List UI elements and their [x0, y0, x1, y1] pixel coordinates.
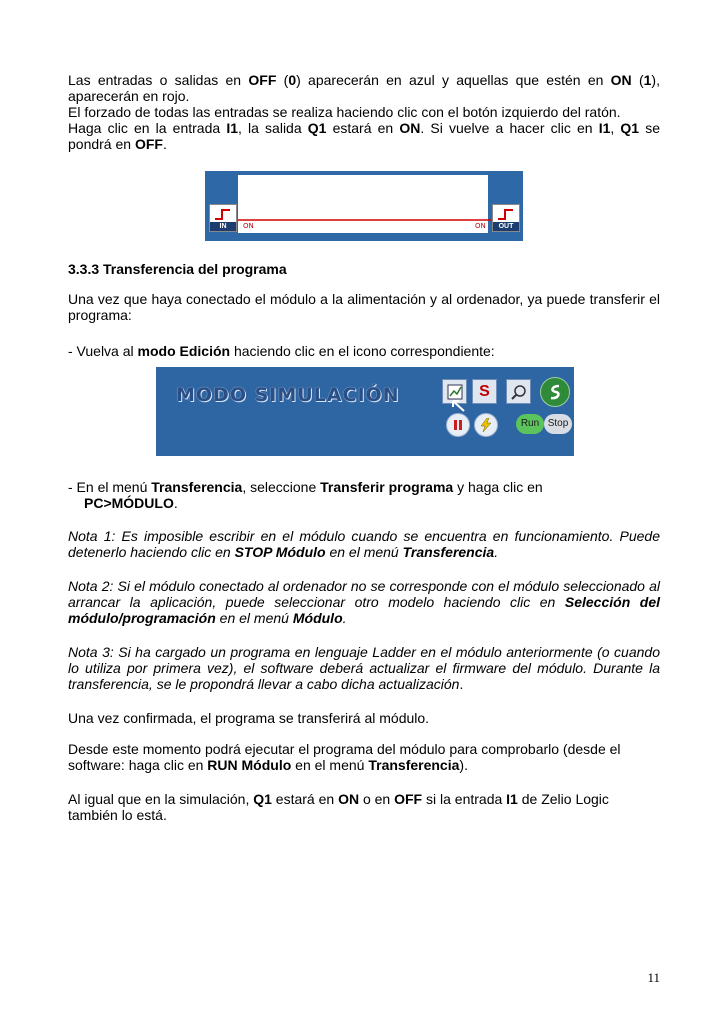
final-paragraph: Al igual que en la simulación, Q1 estará en ON o en OFF si la entrada I1 de Zelio Logic también lo está.: [68, 791, 609, 823]
zoom-icon[interactable]: [506, 379, 531, 404]
power-lightning-icon[interactable]: [474, 413, 498, 437]
ladder-wire: [205, 171, 523, 241]
section-heading: 3.3.3 Transferencia del programa: [68, 261, 287, 277]
zelio-logo-icon[interactable]: [540, 377, 570, 407]
nota-2: Nota 2: Si el módulo conectado al ordenador no se corresponde con el módulo seleccionado al arrancar la aplicación, puede seleccionar otro modelo haciendo clic en Selección del módulo/programación en el menú Módulo.: [68, 578, 660, 626]
nota-1: Nota 1: Es imposible escribir en el módulo cuando se encuentra en funcionamiento. Puede detenerlo haciendo clic en STOP Módulo en el menú Transferencia.: [68, 528, 660, 560]
simulation-s-button[interactable]: S: [472, 379, 497, 404]
stop-button[interactable]: Stop: [544, 414, 572, 434]
input-contact-icon[interactable]: [209, 204, 237, 232]
input-on-text: ON: [243, 222, 254, 230]
output-coil-icon: [492, 204, 520, 232]
mode-title: MODO SIMULACIÓN: [176, 384, 400, 406]
input-label: IN: [210, 222, 236, 231]
page-number: 11: [647, 970, 660, 985]
section-intro-paragraph: Una vez que haya conectado el módulo a la alimentación y al ordenador, ya puede transferir el programa:: [68, 291, 660, 323]
pause-icon[interactable]: [446, 413, 470, 437]
intro-paragraph: Las entradas o salidas en OFF (0) aparecerán en azul y aquellas que estén en ON (1), aparecerán en rojo. El forzado de todas las entradas se realiza haciendo clic con el botón izquierdo del ratón. Haga clic en la entrada I1, la salida Q1 estará en ON. Si vuelve a hacer clic en I1, Q1 se pondrá en OFF.: [68, 72, 661, 152]
step-transfer: - En el menú Transferencia, seleccione Transferir programa y haga clic en PC>MÓDULO.: [68, 479, 543, 511]
ladder-rung-figure: [205, 171, 523, 241]
simulation-toolbar-figure: [156, 367, 574, 456]
step-edit-mode: - Vuelva al modo Edición haciendo clic en el icono correspondiente:: [68, 343, 495, 359]
mouse-cursor-icon: [452, 400, 468, 414]
confirm-paragraph: Una vez confirmada, el programa se transferirá al módulo.: [68, 710, 430, 726]
run-module-paragraph: Desde este momento podrá ejecutar el programa del módulo para comprobarlo (desde el software: haga clic en RUN Módulo en el menú Transferencia).: [68, 741, 621, 773]
output-label: OUT: [493, 222, 519, 231]
nota-3: Nota 3: Si ha cargado un programa en lenguaje Ladder en el módulo anteriormente (o cuando lo utiliza por primera vez), el software deberá actualizar el firmware del módulo. Durante la transferencia, se le propondrá llevar a cabo dicha actualización.: [68, 644, 660, 692]
run-button[interactable]: Run: [516, 414, 544, 434]
output-on-text: ON: [475, 222, 486, 230]
